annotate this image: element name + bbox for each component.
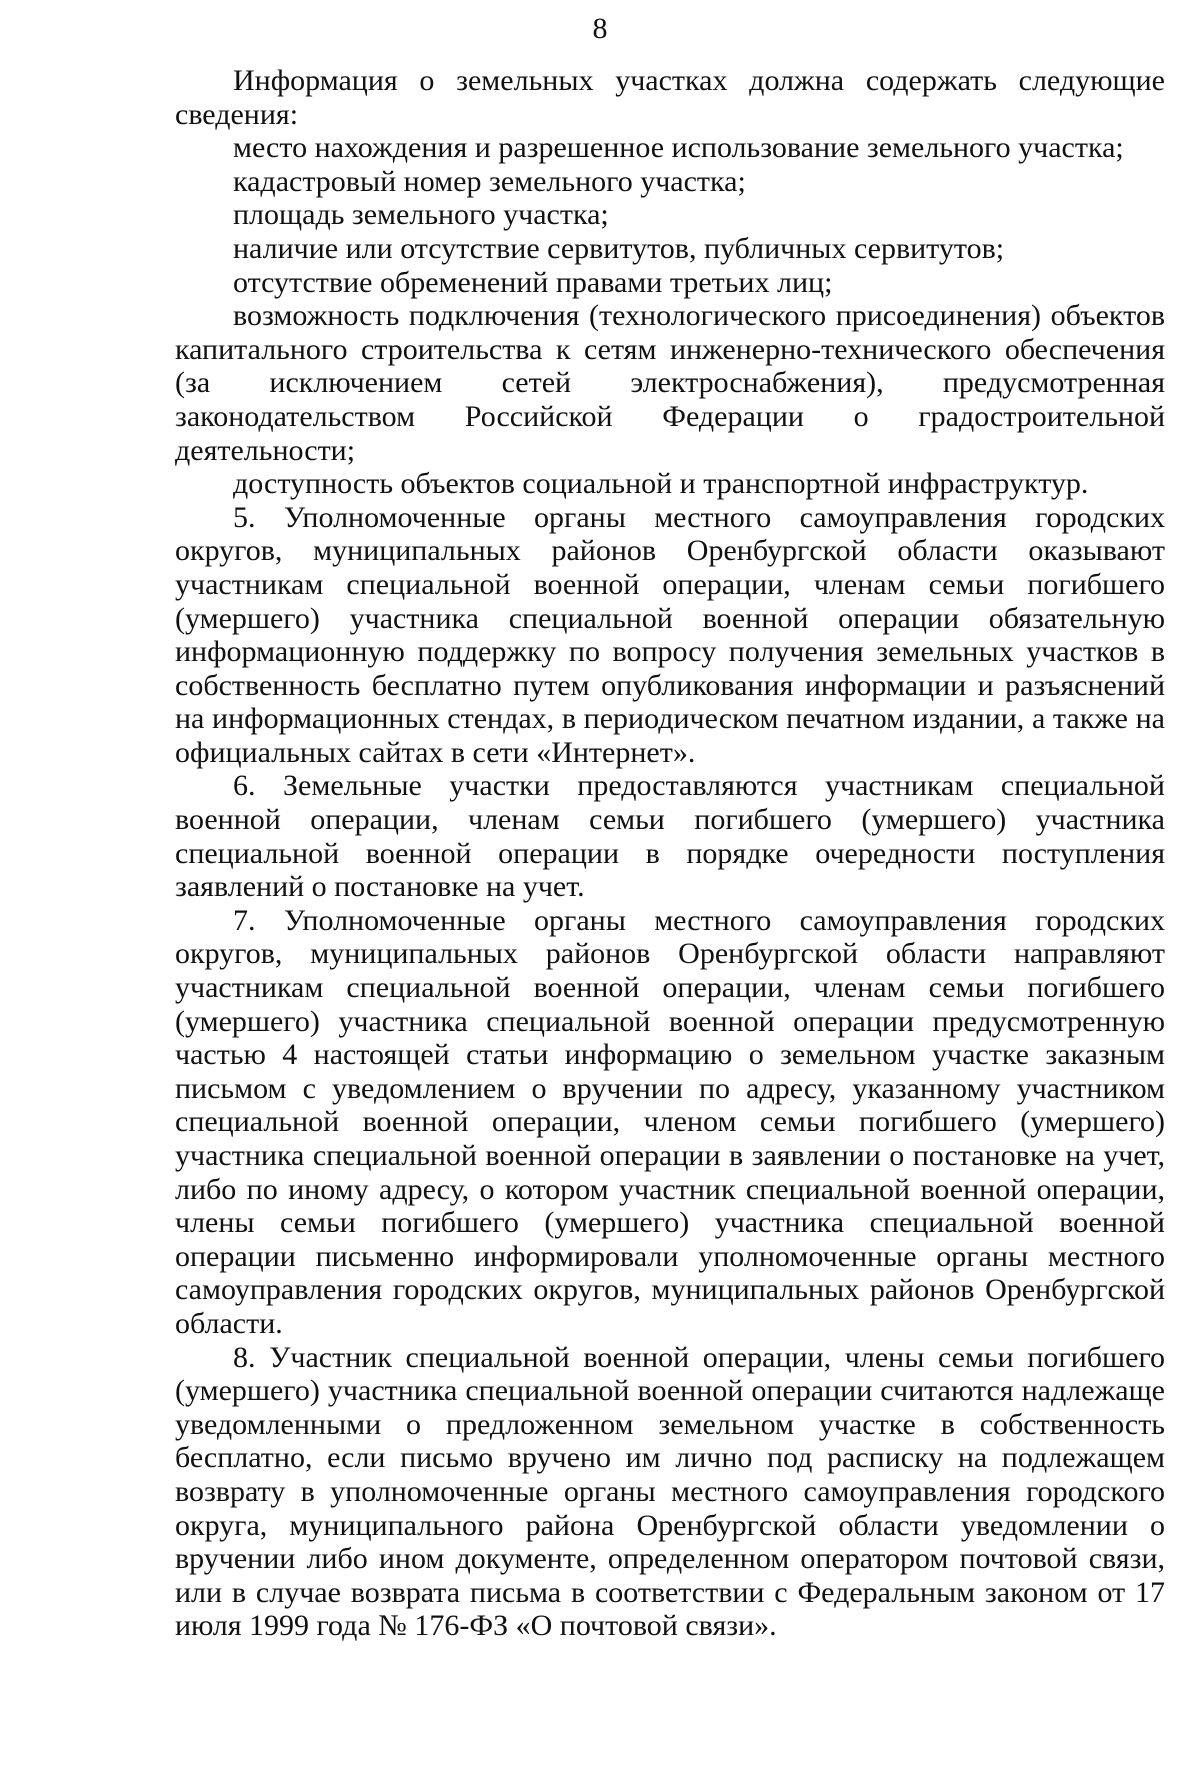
document-body: [175, 64, 1165, 1643]
paragraph-7: 7. Уполномоченные органы местного самоуправления городских округов, муниципальных районов Оренбургской области направляют участникам специальной военной операции, членам семьи погибшего (умершего) участника специальной военной операции предусмотренную частью 4 настоящей статьи информацию о земельном участке заказным письмом с уведомлением о вручении по адресу, указанному участником специальной военной операции, членом семьи погибшего (умершего) участника специальной военной операции в заявлении о постановке на учет, либо по иному адресу, о котором участник специальной военной операции, члены семьи погибшего (умершего) участника специальной военной операции письменно информировали уполномоченные органы местного самоуправления городских округов, муниципальных районов Оренбургской области.: [175, 903, 1165, 1340]
paragraph-5: 5. Уполномоченные органы местного самоуправления городских округов, муниципальных районов Оренбургской области оказывают участникам специальной военной операции, членам семьи погибшего (умершего) участника специальной военной операции обязательную информационную поддержку по вопросу получения земельных участков в собственность бесплатно путем опубликования информации и разъяснений на информационных стендах, в периодическом печатном издании, а также на официальных сайтах в сети «Интернет».: [175, 500, 1165, 769]
list-item-infrastructure: доступность объектов социальной и транспортной инфраструктур.: [233, 467, 1089, 501]
list-item-cadastral-number: кадастровый номер земельного участка;: [233, 164, 746, 198]
page-number: 8: [592, 12, 608, 45]
paragraph-6: 6. Земельные участки предоставляются участникам специальной военной операции, членам семьи погибшего (умершего) участника специальной военной операции в порядке очередности поступления заявлений о постановке на учет.: [175, 769, 1165, 904]
list-item-encumbrances: отсутствие обременений правами третьих лиц;: [233, 265, 833, 299]
paragraph-intro: Информация о земельных участках должна содержать следующие сведения:: [175, 64, 1165, 131]
list-item-location: место нахождения и разрешенное использование земельного участка;: [233, 131, 1124, 165]
list-item-servitudes: наличие или отсутствие сервитутов, публичных сервитутов;: [233, 231, 1005, 265]
paragraph-8: 8. Участник специальной военной операции, члены семьи погибшего (умершего) участника специальной военной операции считаются надлежаще уведомленными о предложенном земельном участке в собственность бесплатно, если письмо вручено им лично под расписку на подлежащем возврату в уполномоченные органы местного самоуправления городского округа, муниципального района Оренбургской области уведомлении о вручении либо ином документе, определенном оператором почтовой связи, или в случае возврата письма в соответствии с Федеральным законом от 17 июля 1999 года № 176-ФЗ «О почтовой связи».: [175, 1340, 1165, 1643]
list-item-connection: возможность подключения (технологического присоединения) объектов капитального строительства к сетям инженерно-технического обеспечения (за исключением сетей электроснабжения), предусмотренная законодательством Российской Федерации о градостроительной деятельности;: [175, 299, 1165, 467]
list-item-area: площадь земельного участка;: [233, 198, 609, 232]
